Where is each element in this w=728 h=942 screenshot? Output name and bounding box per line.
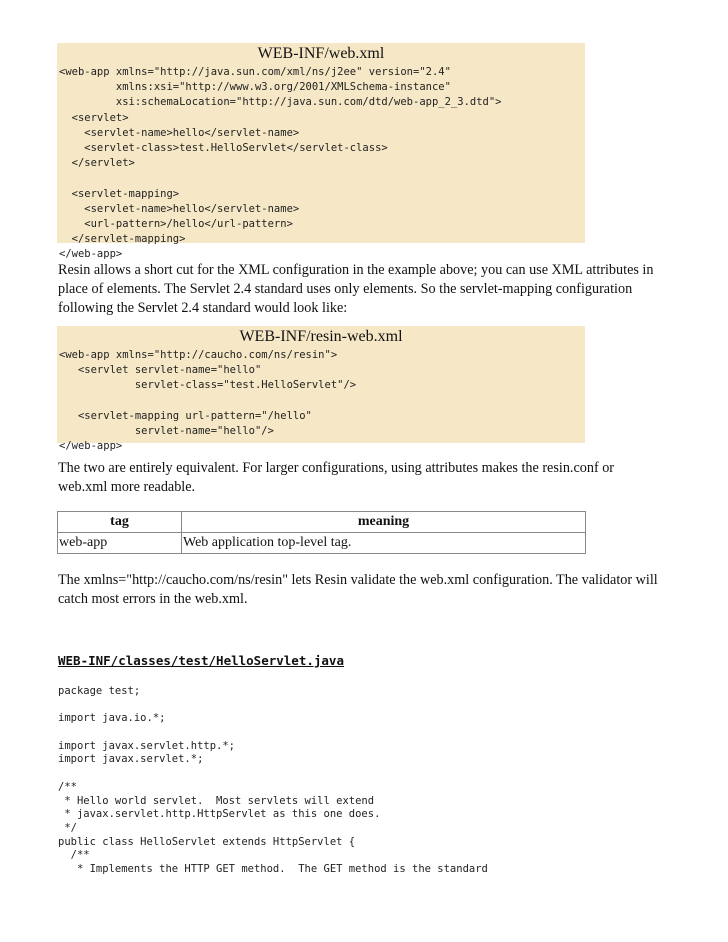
webxml-title: WEB-INF/web.xml (257, 45, 385, 62)
code-line: package test; (58, 685, 141, 697)
webxml-code-block (57, 43, 585, 261)
code-line: servlet-name="hello"/> (59, 424, 274, 437)
code-line: <servlet-mapping> (59, 187, 180, 200)
validate-paragraph: The xmlns="http://caucho.com/ns/resin" lets Resin validate the web.xml configuration. The validator will catch most errors in the web.xml. (58, 572, 658, 607)
table-header-row (58, 512, 586, 533)
code-line: * javax.servlet.http.HttpServlet as this one does. (58, 808, 381, 821)
code-line: import java.io.*; (58, 712, 166, 725)
shortcut-paragraph: Resin allows a short cut for the XML configuration in the example above; you can use XML attributes in place of elements. The Servlet 2.4 standard uses only elements. So the servlet-mapping configuration following the Servlet 2.4 standard would look like: (58, 262, 654, 316)
java-code-listing (58, 685, 678, 877)
code-line: servlet-class="test.HelloServlet"/> (59, 379, 357, 392)
code-line: <servlet> (59, 111, 129, 124)
code-line: <web-app xmlns="http://java.sun.com/xml/ns/j2ee" version="2.4" (59, 66, 451, 78)
resinxml-code-block (57, 326, 585, 453)
code-line: <web-app xmlns="http://caucho.com/ns/resin"> (59, 349, 338, 361)
table-row (58, 533, 586, 554)
table-header-meaning: meaning (182, 512, 586, 533)
equivalent-paragraph: The two are entirely equivalent. For larger configurations, using attributes makes the resin.conf or web.xml more readable. (58, 460, 615, 495)
code-line (58, 726, 678, 740)
code-line: </servlet-mapping> (59, 233, 186, 246)
code-line: <url-pattern>/hello</url-pattern> (59, 217, 293, 230)
code-line: import javax.servlet.http.*; (58, 739, 236, 752)
code-line: /** (58, 780, 77, 793)
table-cell-meaning: Web application top-level tag. (182, 533, 586, 554)
code-line: <servlet-mapping url-pattern="/hello" (59, 409, 312, 422)
code-line: xmlns:xsi="http://www.w3.org/2001/XMLSchema-instance" (59, 81, 451, 94)
code-line: </web-app> (59, 440, 123, 453)
code-line: </servlet> (59, 157, 135, 170)
code-line: * Hello world servlet. Most servlets will extend (58, 794, 375, 807)
code-line: xsi:schemaLocation="http://java.sun.com/dtd/web-app_2_3.dtd"> (59, 96, 502, 109)
table-header-tag: tag (58, 512, 182, 533)
code-line: <servlet-name>hello</servlet-name> (59, 126, 300, 139)
code-line (58, 767, 678, 781)
code-line: */ (58, 821, 77, 834)
code-line: /** (58, 849, 90, 862)
java-file-heading: WEB-INF/classes/test/HelloServlet.java (58, 653, 344, 668)
code-line (57, 394, 585, 409)
code-line: <servlet-name>hello</servlet-name> (59, 202, 300, 215)
code-line: * Implements the HTTP GET method. The GET method is the standard (58, 862, 488, 875)
code-line: <servlet servlet-name="hello" (59, 364, 262, 377)
code-line (57, 171, 585, 186)
code-line: </web-app> (59, 248, 123, 261)
resinxml-title: WEB-INF/resin-web.xml (239, 328, 403, 345)
code-line: public class HelloServlet extends HttpServlet { (58, 835, 356, 848)
code-line (58, 699, 678, 713)
code-line: <servlet-class>test.HelloServlet</servlet-class> (59, 141, 388, 154)
table-cell-tag: web-app (58, 533, 182, 554)
code-line: import javax.servlet.*; (58, 753, 204, 766)
tag-table (57, 511, 586, 554)
